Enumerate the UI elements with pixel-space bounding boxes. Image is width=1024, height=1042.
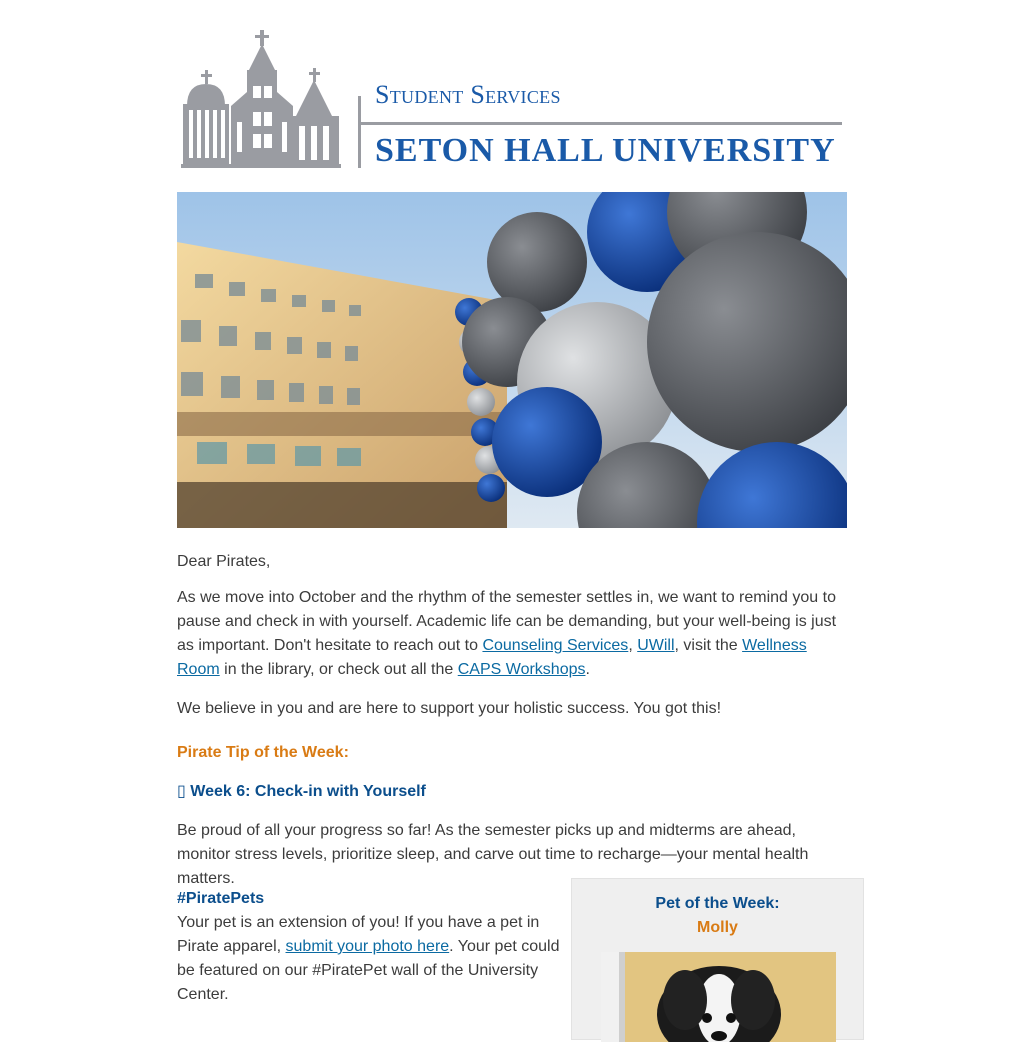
- intro-paragraph: [177, 586, 849, 682]
- pet-photo: [601, 952, 836, 1042]
- week-heading: [177, 780, 849, 804]
- visit-text: , visit the: [674, 637, 743, 654]
- intro-text: As we move into October and the rhythm of the semester settles in, we want to remind you to pause and check in with yourself. Academic life can be demanding, but your well-being is just as important. Don't hesitate to reach out to: [177, 589, 837, 654]
- submit-photo-link[interactable]: submit your photo here: [285, 938, 450, 955]
- wellness-room-link[interactable]: Wellness Room: [177, 637, 807, 678]
- pet-name: Molly: [697, 919, 738, 936]
- pet-of-the-week-box: [571, 878, 864, 1040]
- caps-workshops-link[interactable]: CAPS Workshops: [457, 661, 586, 678]
- pirate-pets-text: [177, 911, 562, 1007]
- tip-paragraph: Be proud of all your progress so far! As the semester picks up and midterms are ahead, monitor stress levels, prioritize sleep, and carve out time to recharge—your mental health matters.: [177, 822, 809, 887]
- seton-hall-logo[interactable]: [177, 26, 847, 172]
- pirate-pets-heading: #PiratePets: [177, 890, 265, 907]
- counseling-services-link[interactable]: Counseling Services: [482, 637, 629, 654]
- logo-divider-vertical: [358, 96, 361, 168]
- uwill-link[interactable]: UWill: [637, 637, 675, 654]
- tip-of-week-heading: Pirate Tip of the Week:: [177, 744, 349, 761]
- separator-comma: ,: [628, 637, 638, 654]
- pets-text-before: Your pet is an extension of you! If you have a pet in Pirate apparel,: [177, 914, 540, 955]
- pets-text-after: . Your pet could be featured on our #PiratePet wall of the University Center.: [177, 938, 560, 1003]
- end-period: .: [585, 661, 590, 678]
- logo-university-name: SETON HALL UNIVERSITY: [375, 132, 836, 169]
- hero-image: [177, 192, 847, 528]
- support-paragraph: We believe in you and are here to support your holistic success. You got this!: [177, 700, 722, 717]
- logo-subtitle: Student Services: [375, 80, 561, 109]
- week-heading-text: Week 6: Check-in with Yourself: [190, 783, 426, 800]
- dog-photo-icon: [601, 952, 836, 1042]
- logo-divider-horizontal: [358, 122, 842, 125]
- balloon-arch-photo-icon: [177, 192, 847, 528]
- pet-of-week-title: Pet of the Week:: [655, 895, 780, 912]
- greeting: Dear Pirates,: [177, 553, 271, 570]
- library-text: in the library, or check out all the: [219, 661, 458, 678]
- calendar-icon: ▯: [177, 783, 186, 800]
- church-icon: [181, 26, 351, 172]
- pirate-pets-section: [177, 887, 562, 1007]
